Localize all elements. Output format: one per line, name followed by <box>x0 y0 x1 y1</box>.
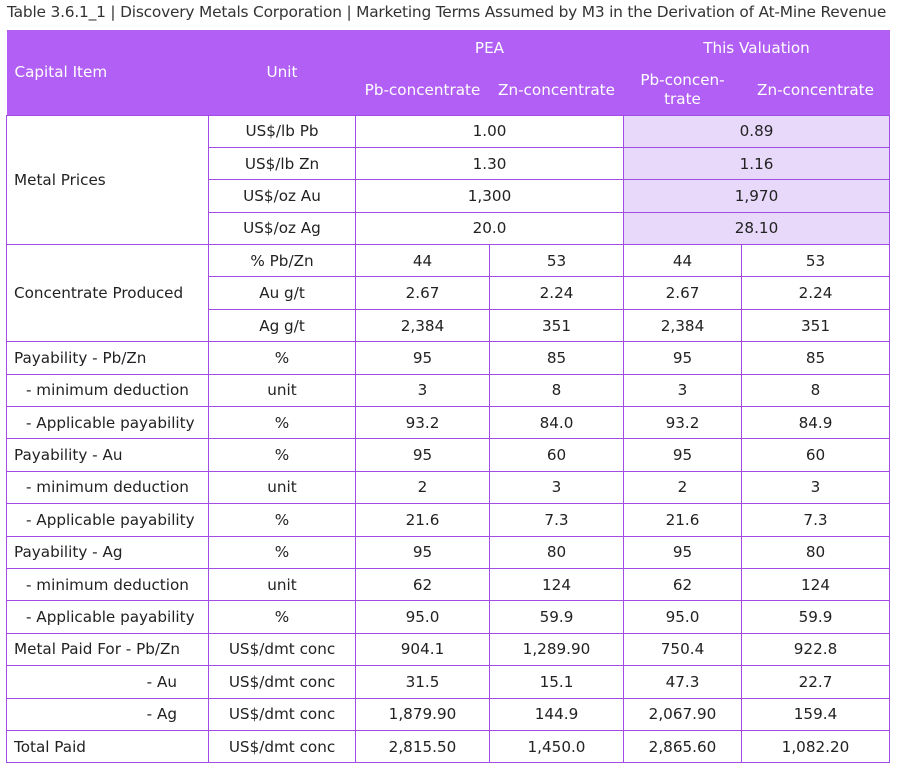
value-cell: 2 <box>356 471 490 503</box>
row-label: Payability - Ag <box>7 536 209 568</box>
value-cell: 2.24 <box>490 277 624 309</box>
unit-cell: % Pb/Zn <box>209 245 356 277</box>
table-row <box>7 407 890 439</box>
value-cell: 3 <box>624 374 742 406</box>
unit-cell: US$/oz Au <box>209 180 356 212</box>
table-row <box>7 666 890 698</box>
metal-prices-label: Metal Prices <box>7 115 209 245</box>
value-cell: 95 <box>356 439 490 471</box>
value-cell: 62 <box>356 568 490 600</box>
value-cell: 3 <box>490 471 624 503</box>
table-caption: Table 3.6.1_1 | Discovery Metals Corporation | Marketing Terms Assumed by M3 in the Derivation of At-Mine Revenue <box>7 3 887 21</box>
value-cell: 44 <box>624 245 742 277</box>
pea-price-cell: 20.0 <box>356 212 624 244</box>
value-cell: 7.3 <box>490 504 624 536</box>
value-cell: 93.2 <box>624 407 742 439</box>
value-cell: 1,879.90 <box>356 698 490 730</box>
value-cell: 44 <box>356 245 490 277</box>
unit-cell: % <box>209 342 356 374</box>
value-cell: 95 <box>624 342 742 374</box>
row-label: - minimum deduction <box>7 471 209 503</box>
value-cell: 8 <box>742 374 890 406</box>
value-cell: 21.6 <box>624 504 742 536</box>
row-label: - Applicable payability <box>7 407 209 439</box>
value-cell: 1,082.20 <box>742 730 890 762</box>
header-pea-pb: Pb-concentrate <box>356 66 490 115</box>
header-this-valuation: This Valuation <box>624 30 890 66</box>
row-label: - Ag <box>7 698 209 730</box>
table-row <box>7 115 890 147</box>
value-cell: 95 <box>356 342 490 374</box>
unit-cell: US$/lb Zn <box>209 147 356 179</box>
unit-cell: US$/dmt conc <box>209 730 356 762</box>
value-cell: 80 <box>490 536 624 568</box>
value-cell: 8 <box>490 374 624 406</box>
row-label: Payability - Au <box>7 439 209 471</box>
value-cell: 3 <box>742 471 890 503</box>
value-cell: 124 <box>742 568 890 600</box>
value-cell: 1,289.90 <box>490 633 624 665</box>
row-label: Payability - Pb/Zn <box>7 342 209 374</box>
value-cell: 60 <box>490 439 624 471</box>
table-row <box>7 568 890 600</box>
value-cell: 2,384 <box>624 309 742 341</box>
value-cell: 95.0 <box>624 601 742 633</box>
value-cell: 53 <box>490 245 624 277</box>
value-cell: 922.8 <box>742 633 890 665</box>
header-pea: PEA <box>356 30 624 66</box>
value-cell: 62 <box>624 568 742 600</box>
pea-price-cell: 1,300 <box>356 180 624 212</box>
value-cell: 2,067.90 <box>624 698 742 730</box>
unit-cell: % <box>209 439 356 471</box>
value-cell: 95 <box>624 439 742 471</box>
valuation-price-cell: 0.89 <box>624 115 890 147</box>
unit-cell: % <box>209 536 356 568</box>
value-cell: 750.4 <box>624 633 742 665</box>
value-cell: 85 <box>490 342 624 374</box>
value-cell: 2 <box>624 471 742 503</box>
unit-cell: US$/dmt conc <box>209 666 356 698</box>
marketing-terms-table <box>6 30 890 763</box>
value-cell: 84.0 <box>490 407 624 439</box>
value-cell: 3 <box>356 374 490 406</box>
valuation-price-cell: 1.16 <box>624 147 890 179</box>
unit-cell: US$/oz Ag <box>209 212 356 244</box>
value-cell: 47.3 <box>624 666 742 698</box>
table-row <box>7 601 890 633</box>
value-cell: 2,384 <box>356 309 490 341</box>
row-label: Total Paid <box>7 730 209 762</box>
unit-cell: % <box>209 601 356 633</box>
value-cell: 95 <box>356 536 490 568</box>
table-row <box>7 536 890 568</box>
header-pea-zn: Zn-concentrate <box>490 66 624 115</box>
value-cell: 59.9 <box>490 601 624 633</box>
table-row <box>7 633 890 665</box>
unit-cell: unit <box>209 568 356 600</box>
unit-cell: Au g/t <box>209 277 356 309</box>
value-cell: 351 <box>742 309 890 341</box>
value-cell: 93.2 <box>356 407 490 439</box>
value-cell: 85 <box>742 342 890 374</box>
pea-price-cell: 1.30 <box>356 147 624 179</box>
table-row <box>7 245 890 277</box>
value-cell: 95 <box>624 536 742 568</box>
table-row <box>7 439 890 471</box>
table-row <box>7 730 890 762</box>
value-cell: 84.9 <box>742 407 890 439</box>
value-cell: 144.9 <box>490 698 624 730</box>
pea-price-cell: 1.00 <box>356 115 624 147</box>
value-cell: 21.6 <box>356 504 490 536</box>
row-label: - Applicable payability <box>7 601 209 633</box>
header-capital-item: Capital Item <box>7 30 209 115</box>
value-cell: 53 <box>742 245 890 277</box>
value-cell: 59.9 <box>742 601 890 633</box>
concentrate-produced-label: Concentrate Produced <box>7 245 209 342</box>
unit-cell: US$/dmt conc <box>209 698 356 730</box>
table-row <box>7 504 890 536</box>
table-row <box>7 342 890 374</box>
table-row <box>7 374 890 406</box>
unit-cell: % <box>209 504 356 536</box>
valuation-price-cell: 1,970 <box>624 180 890 212</box>
value-cell: 7.3 <box>742 504 890 536</box>
header-val-zn: Zn-concentrate <box>742 66 890 115</box>
value-cell: 2,865.60 <box>624 730 742 762</box>
value-cell: 60 <box>742 439 890 471</box>
value-cell: 2.24 <box>742 277 890 309</box>
unit-cell: % <box>209 407 356 439</box>
value-cell: 159.4 <box>742 698 890 730</box>
unit-cell: unit <box>209 471 356 503</box>
table-row <box>7 471 890 503</box>
value-cell: 2.67 <box>624 277 742 309</box>
unit-cell: unit <box>209 374 356 406</box>
value-cell: 22.7 <box>742 666 890 698</box>
value-cell: 904.1 <box>356 633 490 665</box>
value-cell: 2,815.50 <box>356 730 490 762</box>
unit-cell: Ag g/t <box>209 309 356 341</box>
value-cell: 2.67 <box>356 277 490 309</box>
row-label: - minimum deduction <box>7 568 209 600</box>
row-label: - Applicable payability <box>7 504 209 536</box>
value-cell: 80 <box>742 536 890 568</box>
unit-cell: US$/dmt conc <box>209 633 356 665</box>
unit-cell: US$/lb Pb <box>209 115 356 147</box>
row-label: - Au <box>7 666 209 698</box>
value-cell: 15.1 <box>490 666 624 698</box>
table-row <box>7 698 890 730</box>
row-label: - minimum deduction <box>7 374 209 406</box>
value-cell: 351 <box>490 309 624 341</box>
header-unit: Unit <box>209 30 356 115</box>
value-cell: 124 <box>490 568 624 600</box>
value-cell: 95.0 <box>356 601 490 633</box>
row-label: Metal Paid For - Pb/Zn <box>7 633 209 665</box>
value-cell: 31.5 <box>356 666 490 698</box>
value-cell: 1,450.0 <box>490 730 624 762</box>
header-val-pb: Pb-concen- trate <box>624 66 742 115</box>
valuation-price-cell: 28.10 <box>624 212 890 244</box>
